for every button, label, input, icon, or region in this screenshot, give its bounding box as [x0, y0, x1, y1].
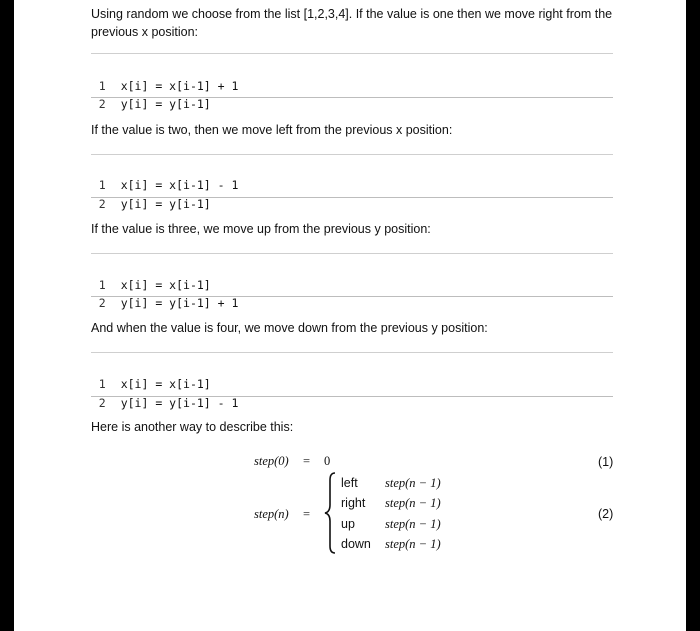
paragraph-another-way: Here is another way to describe this:	[91, 420, 294, 434]
code-block-2-top-rule	[91, 154, 613, 155]
code-block-1-top-rule	[91, 53, 613, 54]
code-text: x[i] = x[i-1]	[120, 377, 211, 391]
case-expr-left: step(n − 1)	[385, 476, 441, 490]
equation-2-equals: =	[303, 507, 311, 521]
code-block-3-top-rule	[91, 253, 613, 254]
case-expr-down: step(n − 1)	[385, 537, 441, 551]
line-number: 1	[98, 79, 106, 93]
code-text: y[i] = y[i-1]	[120, 197, 211, 211]
line-number: 2	[98, 296, 106, 310]
paragraph-value-three: If the value is three, we move up from the previous y position:	[91, 222, 431, 236]
code-block-1-bottom-rule	[91, 97, 613, 98]
equation-1-number: (1)	[598, 455, 614, 469]
code-block-1-line-1	[71, 59, 239, 93]
line-number: 1	[98, 178, 106, 192]
equation-1-rhs: 0	[324, 454, 331, 468]
code-text: x[i] = x[i-1] + 1	[120, 79, 239, 93]
code-block-4-line-2	[71, 376, 239, 410]
case-label-left: left	[341, 476, 358, 490]
code-block-4-bottom-rule	[91, 396, 613, 397]
code-block-3-bottom-rule	[91, 296, 613, 297]
line-number: 1	[98, 377, 106, 391]
intro-paragraph-line-1: Using random we choose from the list [1,2,3,4]. If the value is one then we move right from the	[91, 7, 613, 21]
code-text: y[i] = y[i-1] + 1	[120, 296, 239, 310]
code-block-2-bottom-rule	[91, 197, 613, 198]
paragraph-value-two: If the value is two, then we move left from the previous x position:	[91, 123, 453, 137]
line-number: 2	[98, 97, 106, 111]
code-text: y[i] = y[i-1] - 1	[120, 396, 239, 410]
case-label-right: right	[341, 496, 366, 510]
code-block-3-line-2	[71, 276, 239, 310]
paragraph-value-four: And when the value is four, we move down from the previous y position:	[91, 321, 488, 335]
code-block-3-line-1	[71, 258, 211, 292]
case-expr-right: step(n − 1)	[385, 496, 441, 510]
code-block-4-top-rule	[91, 352, 613, 353]
code-text: x[i] = x[i-1]	[120, 278, 211, 292]
code-block-4-line-1	[71, 357, 211, 391]
code-block-1-line-2	[71, 77, 211, 111]
code-block-2-line-1	[71, 158, 239, 192]
equation-2-number: (2)	[598, 507, 614, 521]
line-number: 1	[98, 278, 106, 292]
equation-1-equals: =	[303, 454, 311, 468]
code-text: x[i] = x[i-1] - 1	[120, 178, 239, 192]
case-label-down: down	[341, 537, 371, 551]
line-number: 2	[98, 197, 106, 211]
document-page	[14, 0, 686, 631]
case-expr-up: step(n − 1)	[385, 517, 441, 531]
intro-paragraph-line-2: previous x position:	[91, 25, 199, 39]
code-block-2-line-2	[71, 177, 211, 211]
code-text: y[i] = y[i-1]	[120, 97, 211, 111]
line-number: 2	[98, 396, 106, 410]
left-brace-icon	[324, 472, 338, 554]
case-label-up: up	[341, 517, 355, 531]
equation-2-lhs: step(n)	[254, 507, 289, 521]
equation-1-lhs: step(0)	[254, 454, 289, 468]
